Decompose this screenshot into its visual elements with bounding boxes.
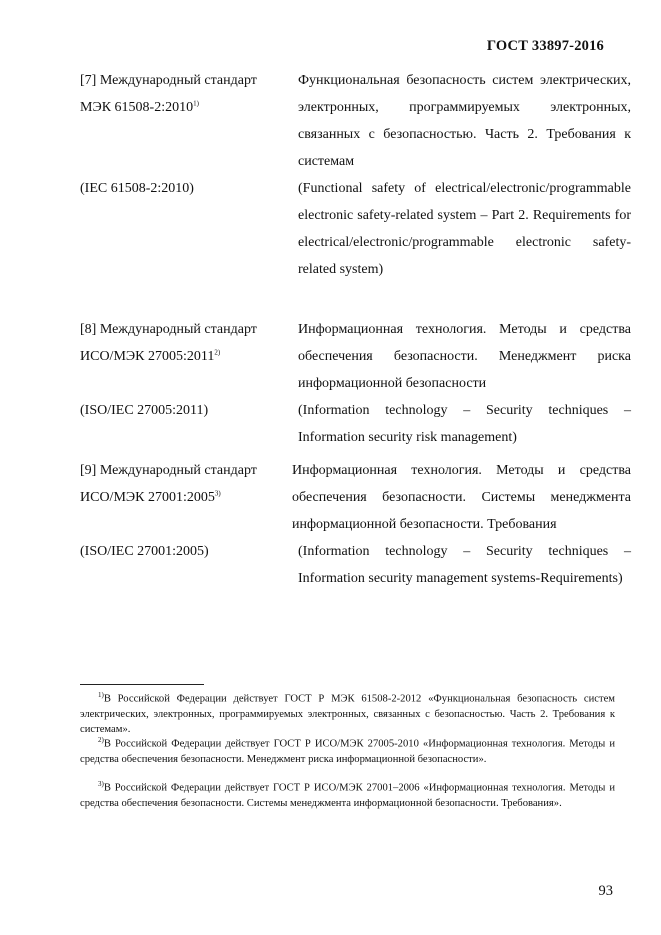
- footnote-2-text: В Российской Федерации действует ГОСТ Р ИСО/МЭК 27005-2010 «Информационная технология. Методы и средства обеспечения безопасности. Менеджмент риска информационной безопасности».: [80, 738, 615, 765]
- ref-9-label: [9] Международный стандарт: [80, 463, 257, 478]
- footnote-ref-3[interactable]: 3): [214, 489, 221, 498]
- ref-9-code: ИСО/МЭК 27001:2005$^{3)}$: [80, 489, 221, 505]
- page-number: 93: [598, 883, 613, 899]
- footnote-3: [80, 777, 615, 811]
- ref-7-code-en: (IEC 61508-2:2010): [80, 181, 194, 196]
- footnote-2: [80, 733, 615, 767]
- footnote-ref-1[interactable]: 1): [193, 99, 199, 108]
- ref-8-code-en: (ISO/IEC 27005:2011): [80, 403, 209, 418]
- footnote-1: [80, 688, 615, 737]
- footnote-2-mark: 2): [98, 736, 104, 744]
- ref-8-title-ru: Информационная технология. Методы и средства обеспечения безопасности. Менеджмент риска информационной безопасности: [298, 322, 631, 391]
- ref-8-title-en: (Information technology – Security techniques – Information security risk management): [298, 403, 631, 445]
- ref-7-label: [7] Международный стандарт: [80, 73, 257, 88]
- ref-7-title-en: (Functional safety of electrical/electronic/programmable electronic safety-related system – Part 2. Requirements for electrical/electronic/programmable electronic safety-related system): [298, 181, 631, 277]
- footnote-ref-2[interactable]: 2): [214, 348, 221, 357]
- ref-8-title: [80, 316, 285, 370]
- ref-7-title: [80, 67, 285, 121]
- footnote-3-mark: 3): [98, 780, 104, 788]
- footnote-1-mark: 1): [98, 691, 104, 699]
- ref-7-code: МЭК 61508-2:2010$^{1)}$: [80, 99, 199, 115]
- ref-9-title-ru: Информационная технология. Методы и средства обеспечения безопасности. Системы менеджмента информационной безопасности. Требования: [292, 463, 631, 532]
- footnote-separator: [80, 684, 204, 685]
- document-code-header: ГОСТ 33897-2016: [486, 38, 604, 54]
- footnote-3-text: В Российской Федерации действует ГОСТ Р ИСО/МЭК 27001–2006 «Информационная технология. Методы и средства обеспечения безопасности. Системы менеджмента информационной безопасности. Требования».: [80, 782, 615, 809]
- ref-9-code-en: (ISO/IEC 27001:2005): [80, 544, 209, 559]
- ref-9-title: [80, 457, 285, 511]
- ref-8-label: [8] Международный стандарт: [80, 322, 257, 337]
- ref-9-title-en: (Information technology – Security techniques – Information security management systems-Requirements): [298, 544, 631, 586]
- footnote-1-text: В Российской Федерации действует ГОСТ Р МЭК 61508-2-2012 «Функциональная безопасность систем электрических, электронных, программируемых электронных, связанных с безопасностью. Часть 2. Требования к системам».: [80, 693, 615, 735]
- ref-8-code: ИСО/МЭК 27005:2011$^{2)}$: [80, 348, 221, 364]
- ref-7-title-ru: Функциональная безопасность систем электрических, электронных, программируемых электронных, связанных с безопасностью. Часть 2. Требования к системам: [298, 73, 631, 169]
